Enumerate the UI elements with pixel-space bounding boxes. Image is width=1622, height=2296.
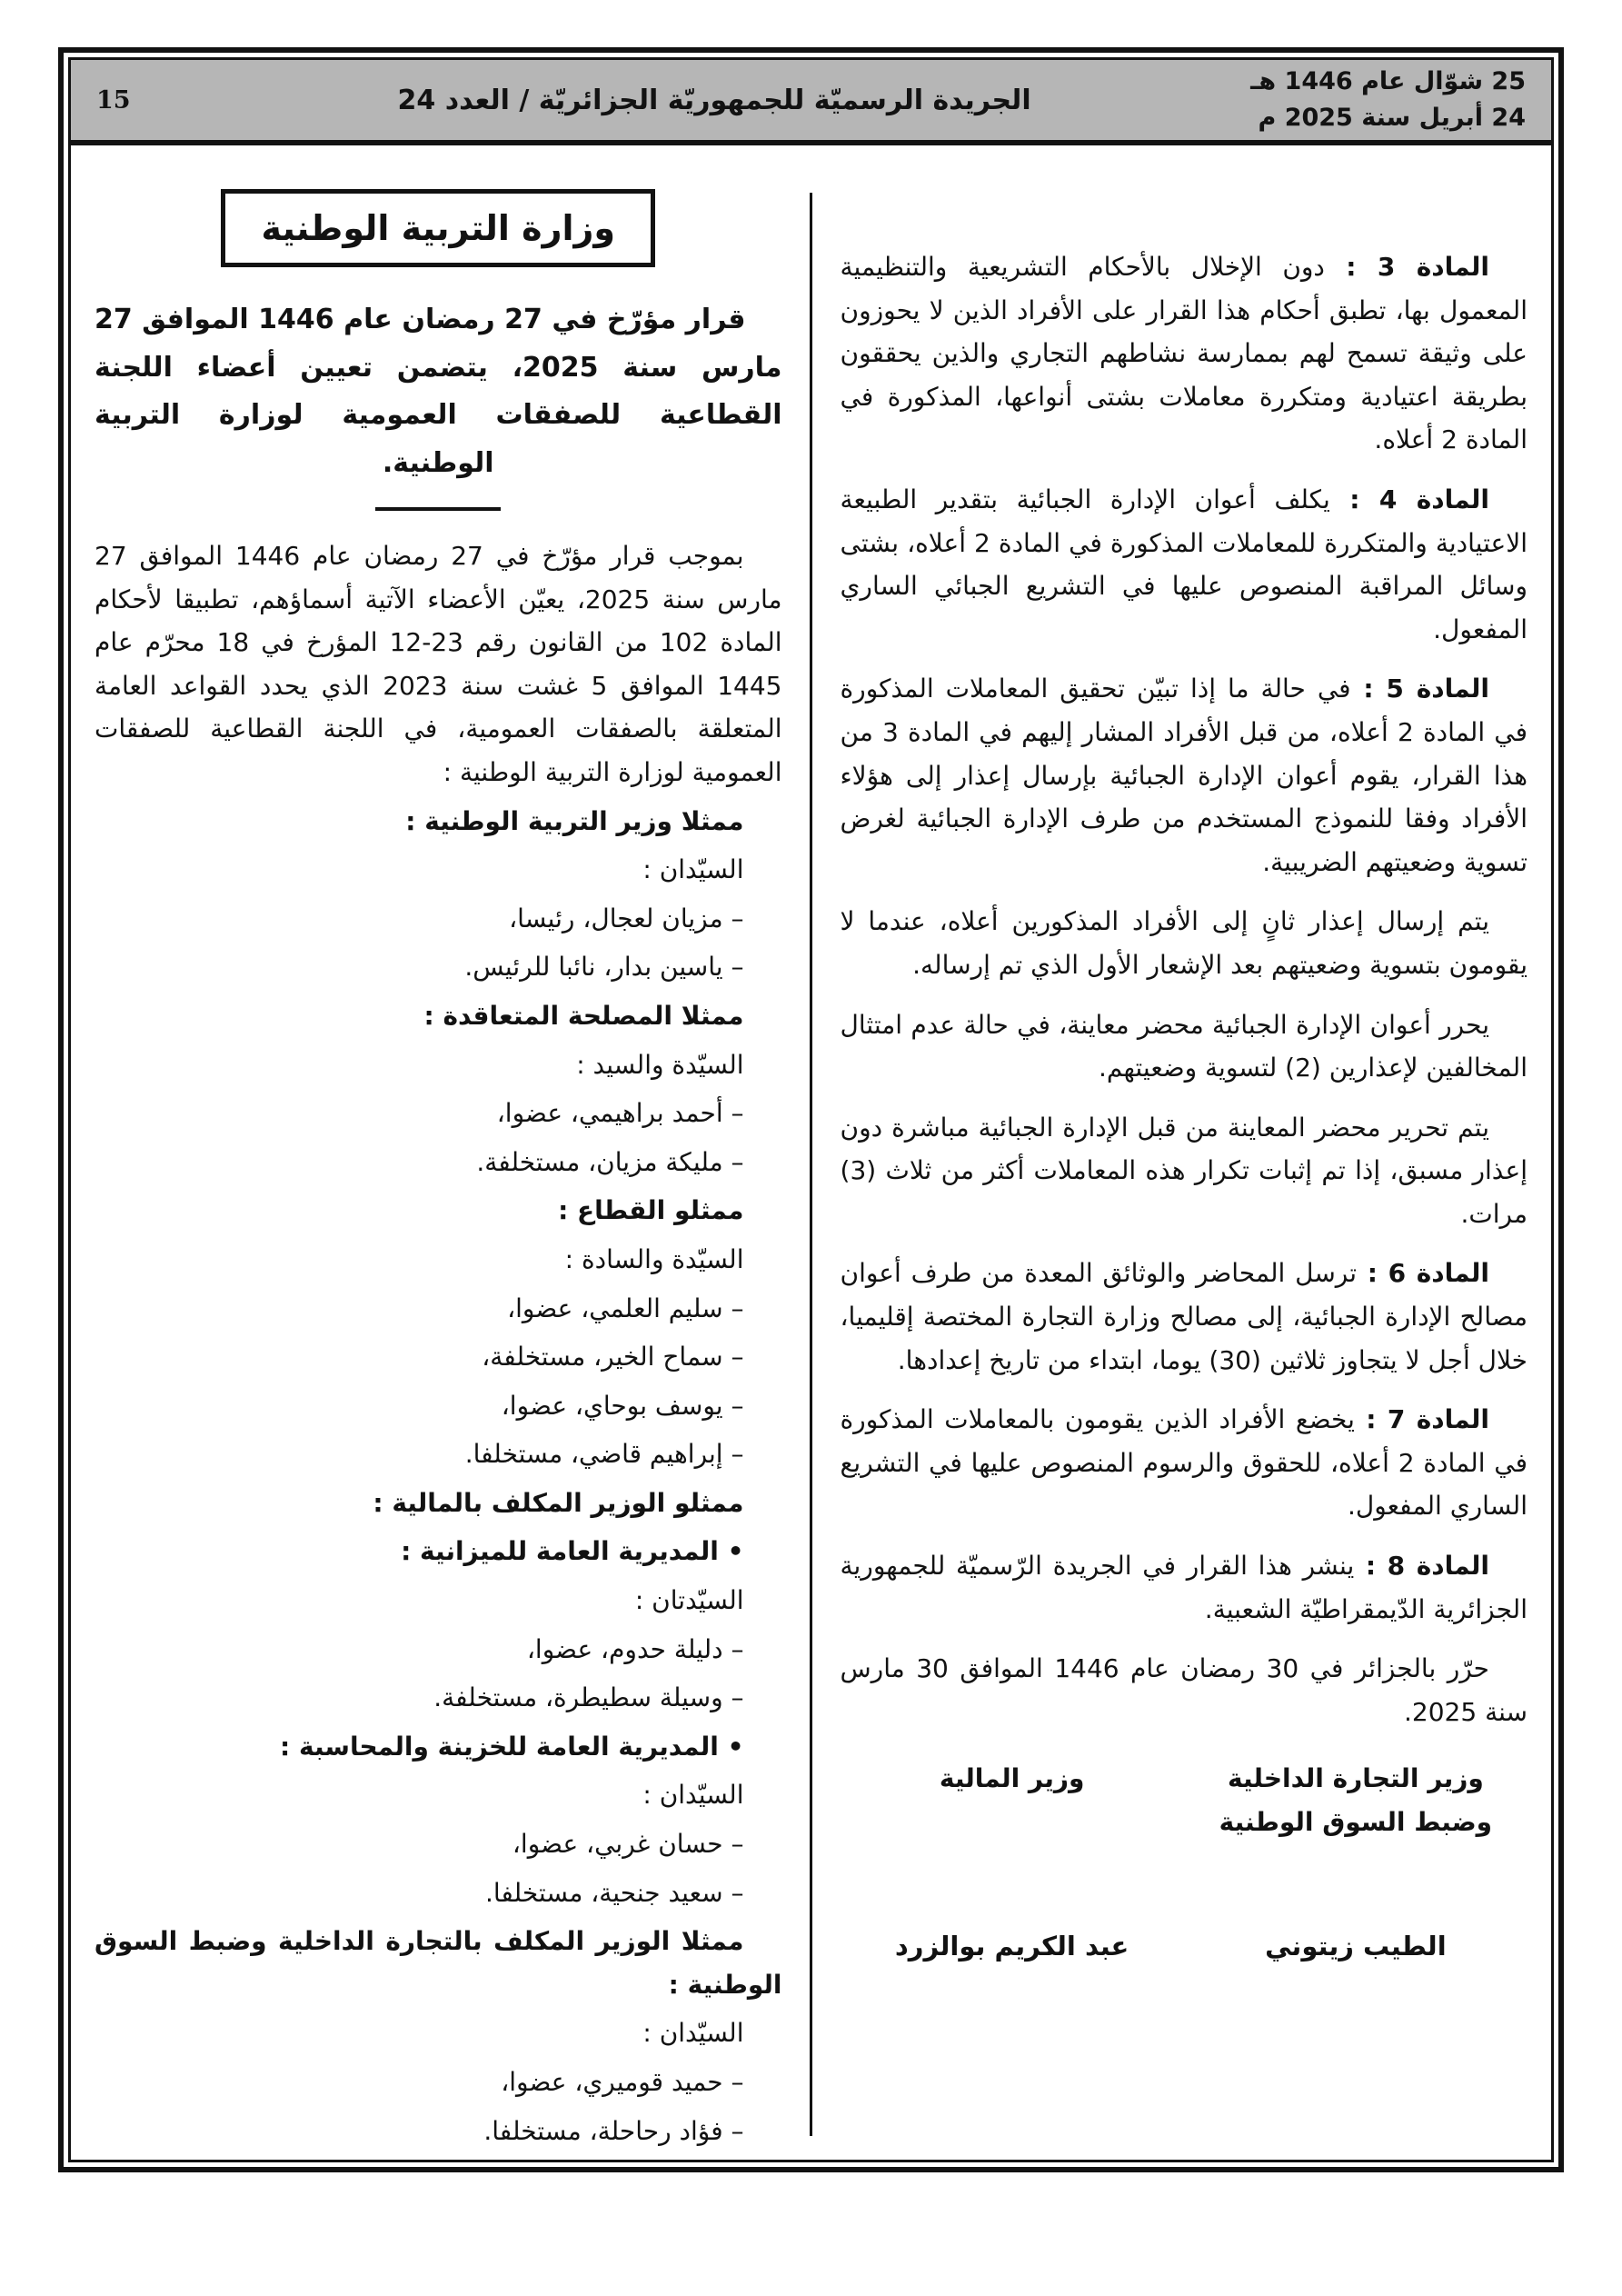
page-content (71, 145, 1551, 2160)
signature-trade-minister (1184, 1757, 1527, 1962)
column-divider (810, 193, 812, 2136)
signature-title: وزير التجارة الداخلية وضبط السوق الوطنية (1219, 1763, 1493, 1837)
list-item: يتم إرسال إعذار ثانٍ إلى الأفراد المذكورين أعلاه، عندما لا يقومون بتسوية وضعيتهم بعد الإشعار الأول الذي تم إرساله. (840, 906, 1527, 980)
list-item: ممثلا وزير التربية الوطنية : (405, 805, 744, 836)
list-item: – إبراهيم قاضي، مستخلفا. (464, 1439, 744, 1470)
list-item: – مليكة مزيان، مستخلفة. (476, 1146, 744, 1177)
article-label: المادة 5 : (1350, 674, 1489, 704)
list-item: • المديرية العامة للميزانية : (401, 1536, 744, 1567)
article-paragraph: المادة 5 : في حالة ما إذا تبيّن تحقيق المعاملات المذكورة في المادة 2 أعلاه، من قبل الأفراد المشار إليهم في المادة 3 من هذا القرار، يقوم أعوان الإدارة الجبائية بإرسال إعذار إلى هؤلاء الأفراد وفقا للنموذج المستخدم من طرف الإدارة الجبائية لغرض تسوية وضعيتهم الضريبية. (840, 674, 1527, 877)
members-list (95, 800, 782, 2153)
page-frame-inner (68, 57, 1554, 2162)
list-item: – سعيد جنحية، مستخلفا. (484, 1877, 744, 1908)
article-label: المادة 8 : (1354, 1551, 1490, 1582)
list-item: ممثلا المصلحة المتعاقدة : (423, 1000, 744, 1031)
list-item: – أحمد براهيمي، عضوا، (496, 1098, 744, 1129)
decree-heading: قرار مؤرّخ في 27 رمضان عام 1446 الموافق 27 مارس سنة 2025، يتضمن تعيين أعضاء اللجنة القطاعية للصفقات العمومية لوزارة التربية الوطنية. (95, 304, 782, 479)
ministry-title-box: وزارة التربية الوطنية (221, 189, 655, 267)
articles-block (841, 245, 1528, 1733)
right-column (841, 145, 1528, 2160)
list-item: ممثلا الوزير المكلف بالتجارة الداخلية وضبط السوق الوطنية : (95, 1926, 782, 2000)
page-number: 15 (96, 85, 131, 115)
header-hijri-date: 25 شوّال عام 1446 هـ (1250, 66, 1526, 95)
left-column (95, 145, 782, 2160)
article-paragraph: المادة 4 : يكلف أعوان الإدارة الجبائية بتقدير الطبيعة الاعتيادية والمتكررة للمعاملات المذكورة في المادة 2 أعلاه، بشتى وسائل المراقبة المنصوص عليها في التشريع الجبائي الساري المفعول. (840, 484, 1528, 644)
signature-name: عبد الكريم بوالزرد (894, 1931, 1129, 1962)
article-label: المادة 4 : (1329, 484, 1490, 514)
list-item: السيّدان : (642, 2018, 744, 2049)
list-item: – سماح الخير، مستخلفة، (482, 1342, 744, 1373)
header-dates (1250, 64, 1526, 137)
list-item: – سليم العلمي، عضوا، (507, 1293, 744, 1323)
list-item: يتم تحرير محضر المعاينة من قبل الإدارة الجبائية مباشرة دون إعذار مسبق، إذا تم إثبات تكرار هذه المعاملات أكثر من ثلاث (3) مرات. (840, 1112, 1527, 1229)
list-item: ممثلو القطاع : (558, 1195, 744, 1226)
list-item: – وسيلة سطيطرة، مستخلفة. (433, 1682, 744, 1713)
header-gregorian-date: 24 أبريل سنة 2025 م (1258, 104, 1526, 132)
signature-block (841, 1757, 1528, 1962)
list-item: – دليلة حدوم، عضوا، (526, 1633, 744, 1664)
signature-name: الطيب زيتوني (1265, 1931, 1447, 1962)
article-label: المادة 3 : (1324, 252, 1489, 282)
header-band (71, 60, 1551, 145)
article-paragraph: المادة 3 : دون الإخلال بالأحكام التشريعية والتنظيمية المعمول بها، تطبق أحكام هذا القرار على الأفراد الذين لا يحوزون على وثيقة تسمح لهم بممارسة نشاطهم التجاري والذين يحققون بطريقة اعتيادية ومتكررة معاملات بشتى أنواعها، المذكورة في المادة 2 أعلاه. (840, 252, 1527, 455)
list-item: السيّدان : (642, 854, 744, 885)
list-item: – يوسف بوحاي، عضوا، (501, 1390, 744, 1421)
decree-intro: بموجب قرار مؤرّخ في 27 رمضان عام 1446 الموافق 27 مارس سنة 2025، يعيّن الأعضاء الآتية أسماؤهم، تطبيقا لأحكام المادة 102 من القانون رقم 23-12 المؤرخ في 18 محرّم عام 1445 الموافق 5 غشت سنة 2023 الذي يحدد القواعد العامة المتعلقة بالصفقات العمومية، في اللجنة القطاعية للصفقات العمومية لوزارة التربية الوطنية : (95, 541, 782, 787)
list-item: السيّدتان : (634, 1585, 744, 1616)
list-item: • المديرية العامة للخزينة والمحاسبة : (280, 1731, 744, 1762)
signature-finance-minister (841, 1757, 1184, 1962)
list-item: – مزيان لعجال، رئيسا، (509, 903, 744, 933)
list-item: ممثلو الوزير المكلف بالمالية : (373, 1487, 744, 1518)
list-item: – ياسين بدار، نائبا للرئيس. (464, 952, 744, 983)
page-frame (58, 47, 1564, 2172)
article-label: المادة 7 : (1354, 1404, 1489, 1435)
list-item: – فؤاد رحاحلة، مستخلفا. (483, 2115, 744, 2146)
article-label: المادة 6 : (1357, 1258, 1489, 1289)
article-paragraph: المادة 6 : ترسل المحاضر والوثائق المعدة من طرف أعوان مصالح الإدارة الجبائية، إلى مصالح وزارة التجارة المختصة إقليميا، خلال أجل لا يتجاوز ثلاثين (30) يوما، ابتداء من تاريخ إعدادها. (840, 1258, 1527, 1375)
list-item: يحرر أعوان الإدارة الجبائية محضر معاينة، في حالة عدم امتثال المخالفين لإعذارين (2) لتسوية وضعيتهم. (840, 1009, 1527, 1083)
section-separator (375, 507, 501, 511)
list-item: – حميد قوميري، عضوا، (501, 2067, 744, 2097)
list-item: السيّدة والسادة : (564, 1243, 744, 1274)
signature-title: وزير المالية (939, 1763, 1085, 1794)
list-item: السيّدان : (642, 1780, 744, 1811)
list-item: حرّر بالجزائر في 30 رمضان عام 1446 الموافق 30 مارس سنة 2025. (840, 1653, 1527, 1727)
article-paragraph: المادة 8 : ينشر هذا القرار في الجريدة الرّسميّة للجمهورية الجزائرية الدّيمقراطيّة الشعبية. (840, 1551, 1527, 1624)
journal-title: الجريدة الرسميّة للجمهوريّة الجزائريّة / العدد 24 (397, 84, 1031, 116)
list-item: السيّدة والسيد : (576, 1049, 744, 1080)
article-paragraph: المادة 7 : يخضع الأفراد الذين يقومون بالمعاملات المذكورة في المادة 2 أعلاه، للحقوق والرسوم المنصوص عليها في التشريع الساري المفعول. (840, 1404, 1527, 1522)
list-item: – حسان غربي، عضوا، (512, 1829, 744, 1860)
